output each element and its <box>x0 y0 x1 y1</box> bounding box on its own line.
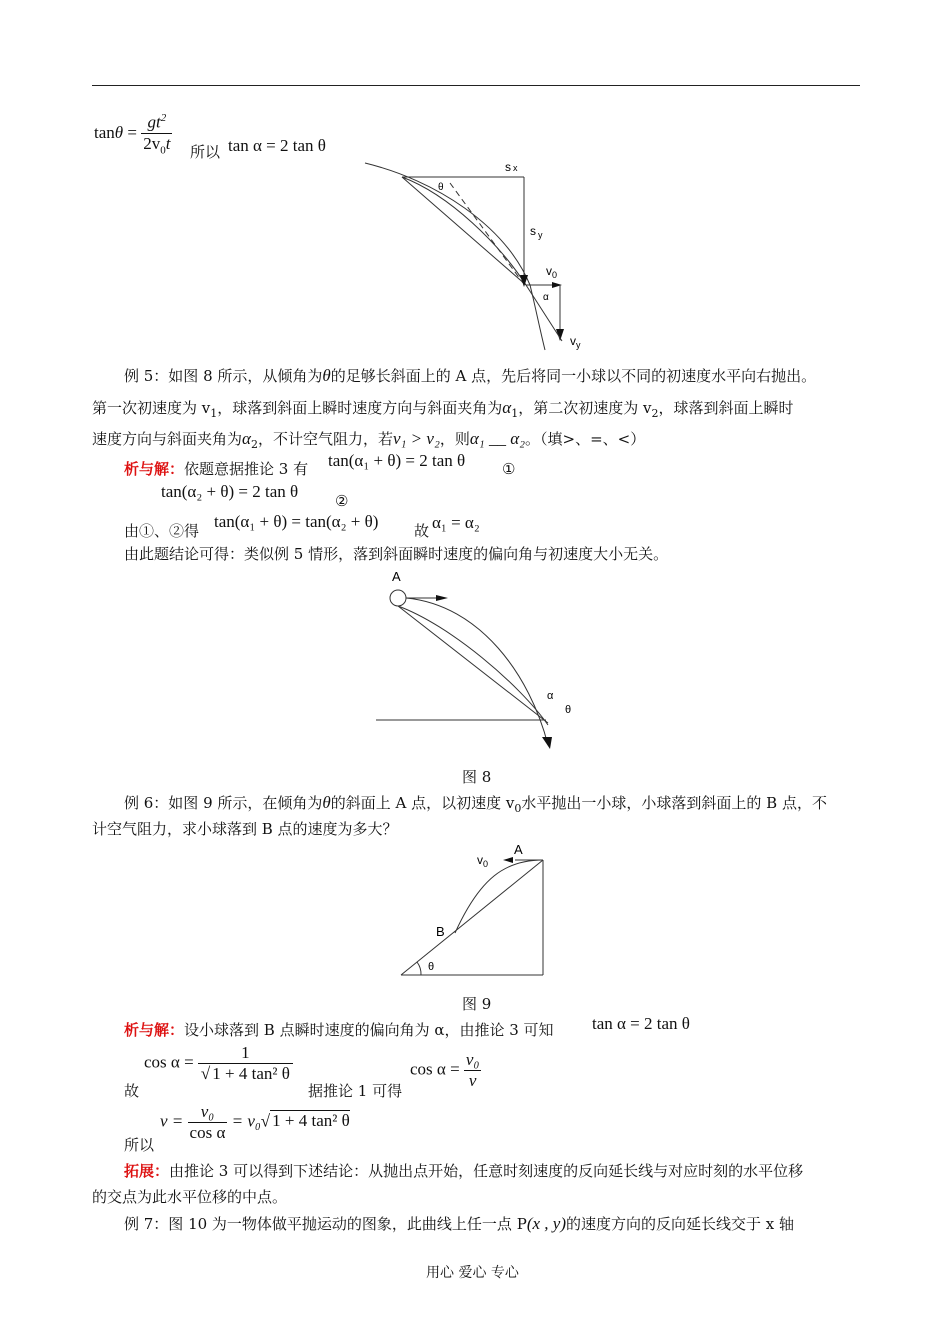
equation-cos-v0-v <box>410 1050 481 1091</box>
landing-arrowhead <box>542 737 552 749</box>
extension-line1 <box>124 1160 803 1182</box>
formula-tan-theta: tanθ = $\frac{gt^2}{2v_0t}$ <box>94 108 172 160</box>
theta-arc <box>417 962 421 975</box>
v-fraction <box>188 1102 228 1143</box>
label-b: B <box>436 924 445 939</box>
condition-v1-gt-v2: v₁ > v₂ <box>392 429 440 448</box>
subscript: 1 <box>210 407 218 420</box>
figure-8-caption: 图 8 <box>462 768 492 786</box>
blank-answer: α₁ __ α₂ <box>469 429 526 448</box>
alpha1-symbol: α <box>502 398 512 417</box>
example5-line2 <box>92 397 793 425</box>
label-theta: θ <box>438 182 444 193</box>
label-alpha: α <box>543 292 549 303</box>
label-a: A <box>514 842 523 857</box>
formula-tan-alpha: tan α = 2 tan θ <box>228 136 326 155</box>
header-rule <box>92 85 860 86</box>
marker-2: ② <box>335 492 349 510</box>
ex5-line2-c: ，第二次初速度为 v <box>518 399 652 417</box>
v-radical: 1 + 4 tan² θ <box>272 1111 350 1131</box>
ex5-line2-b: ，球落到斜面上瞬时速度方向与斜面夹角为 <box>217 399 503 417</box>
suoyi-text: 所以 <box>124 1136 155 1154</box>
ex6-text-c: 水平抛出一小球，小球落到斜面上的 B 点，不 <box>521 794 827 812</box>
label-v0: $v_0$ <box>477 853 489 869</box>
solution6-line1 <box>124 1019 554 1041</box>
point-xy: (x , y) <box>526 1214 566 1233</box>
cos2-fraction <box>464 1050 481 1091</box>
subscript: 2 <box>651 407 659 420</box>
solution-label: 析与解： <box>124 1021 185 1039</box>
ex5-line3-c: ，则 <box>439 430 470 448</box>
label-a: A <box>392 569 401 584</box>
extension-text: 由推论 3 可以得到下述结论：从抛出点开始，任意时刻速度的反向延长线与对应时刻的水平位移 <box>169 1162 804 1180</box>
ex5-text-a: 例 5：如图 8 所示，从倾角为 <box>124 367 323 385</box>
v-lhs: v = <box>160 1111 184 1131</box>
cos-fraction: $\frac{1}{\text{√ 1 + 4 tan² θ}}$ <box>198 1043 293 1084</box>
subscript: 0 <box>514 802 522 815</box>
page-footer: 用心 爱心 专心 <box>426 1265 519 1281</box>
gu-text: 故 <box>124 1082 140 1100</box>
alpha2-symbol: α <box>242 429 251 448</box>
solution-label: 析与解： <box>124 460 185 478</box>
label-alpha: α <box>547 690 554 702</box>
cos2-lhs: cos α = <box>410 1059 460 1079</box>
extension-label: 拓展： <box>124 1162 170 1180</box>
superscript: 2 <box>160 112 167 124</box>
equation-v: v = $\frac{\text{v₀}}{\text{cos α}}$ = v₀√ 1 + 4 tan² θ <box>160 1102 350 1142</box>
cos-numerator: 1 <box>198 1043 293 1064</box>
subscript: 1 <box>511 407 519 420</box>
label-v0: $v_0$ <box>546 264 558 280</box>
example7-line1 <box>124 1213 794 1235</box>
solution5-conclusion: 由此题结论可得：类似例 5 情形，落到斜面瞬时速度的偏向角与初速度大小无关。 <box>124 545 669 563</box>
cos2-numerator: v₀ <box>465 1050 480 1069</box>
theta-symbol: θ <box>322 793 331 812</box>
example6-line2: 计空气阻力，求小球落到 B 点的速度为多大？ <box>92 820 398 838</box>
label-theta: θ <box>565 704 572 716</box>
ex5-line2-d: ，球落到斜面上瞬时 <box>658 399 794 417</box>
gu-text: 故 <box>414 522 430 540</box>
vy-arrowhead <box>556 329 564 341</box>
cos-lhs: cos α = <box>144 1052 194 1072</box>
ex5-line3-a: 速度方向与斜面夹角为 <box>92 430 243 448</box>
incline-line <box>402 177 526 285</box>
theta-symbol: θ <box>322 366 331 385</box>
v-numerator: v₀ <box>188 1102 228 1123</box>
equation-2: tan(α₂ + θ) = 2 tan θ <box>161 482 299 501</box>
subscript: 2 <box>250 438 258 451</box>
equation-4: α₁ = α₂ <box>432 513 480 532</box>
theta-symbol: θ <box>114 122 124 142</box>
figure-9 <box>395 838 555 983</box>
incline-line <box>398 606 548 723</box>
figure-8 <box>370 565 590 755</box>
figure-9-caption: 图 9 <box>462 995 492 1013</box>
deduction-text: 据推论 1 可得 <box>308 1082 403 1100</box>
extension-line2: 的交点为此水平位移的中点。 <box>92 1188 288 1206</box>
ball <box>390 590 406 606</box>
solution5-line1 <box>124 458 308 480</box>
equation-1: tan(α₁ + θ) = 2 tan θ <box>328 451 466 470</box>
subscript: 0 <box>160 144 166 157</box>
v-rhs: = v₀ <box>231 1111 261 1131</box>
label-vy: $v_y$ <box>570 334 581 350</box>
example6-line1 <box>124 792 827 820</box>
trajectory-curve <box>365 163 545 350</box>
projectile-figure-top <box>340 155 600 355</box>
label-sy: s $_y$ <box>530 224 543 240</box>
ex6-text-b: 的斜面上 A 点，以初速度 v <box>330 794 515 812</box>
initial-velocity-arrowhead <box>436 595 448 601</box>
v-denominator: cos α <box>189 1123 226 1142</box>
fraction-gt2-2v0t <box>141 108 172 160</box>
ex7-text-a: 例 7：图 10 为一物体做平抛运动的图象，此曲线上任一点 P <box>124 1215 527 1233</box>
so-text: 所以 <box>190 143 221 161</box>
ex7-text-b: 的速度方向的反向延长线交于 x 轴 <box>565 1215 794 1233</box>
incline-line <box>401 860 543 975</box>
marker-1: ① <box>502 460 516 478</box>
tan-label: tan <box>94 122 115 142</box>
equation-tan-alpha: tan α = 2 tan θ <box>592 1014 690 1033</box>
equation-cos-alpha <box>144 1043 293 1084</box>
ex6-text-a: 例 6：如图 9 所示，在倾角为 <box>124 794 323 812</box>
denominator-t: t <box>165 133 171 153</box>
equation-3: tan(α₁ + θ) = tan(α₂ + θ) <box>214 512 379 531</box>
dashed-line <box>450 183 523 283</box>
v0-arrowhead <box>503 857 513 863</box>
ex5-line3-b: ，不计空气阻力，若 <box>257 430 393 448</box>
numerator: gt <box>147 112 161 132</box>
solution5-derive: 由①、②得 <box>124 522 200 540</box>
ex5-text-b: 的足够长斜面上的 A 点，先后将同一小球以不同的初速度水平向右抛出。 <box>330 367 817 385</box>
cos-denominator: 1 + 4 tan² θ <box>212 1064 290 1083</box>
solution-text: 设小球落到 B 点瞬时速度的偏向角为 α，由推论 3 可知 <box>184 1021 554 1039</box>
cos2-denominator: v <box>468 1071 477 1090</box>
example5-line1 <box>124 365 816 387</box>
solution-text: 依题意据推论 3 有 <box>184 460 309 478</box>
denominator: 2v <box>143 133 161 153</box>
label-theta: θ <box>428 961 435 973</box>
label-sx: s x <box>505 160 518 174</box>
ex5-line3-d: 。（填>、=、<） <box>525 430 646 448</box>
ex5-line2-a: 第一次初速度为 v <box>92 399 211 417</box>
